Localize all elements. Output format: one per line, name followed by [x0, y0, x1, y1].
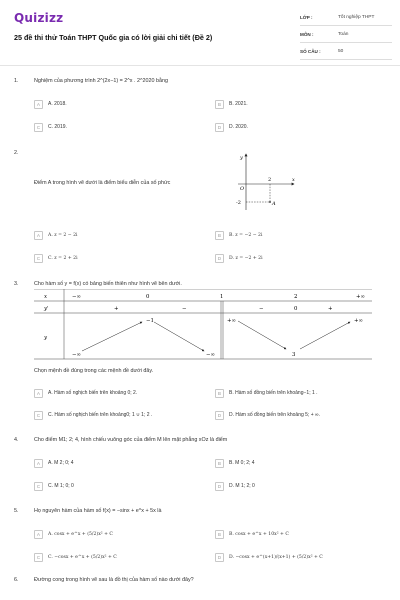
point-a-marker	[269, 201, 271, 203]
option-a[interactable]	[34, 458, 74, 468]
option-letter: A	[34, 389, 43, 398]
option-text: C. 2019.	[48, 124, 67, 130]
x-value: 0	[146, 294, 150, 300]
option-letter: A	[34, 459, 43, 468]
option-letter: C	[34, 482, 43, 491]
sign: 0	[294, 306, 298, 312]
option-text: B. Hàm số đồng biến trên khoảng−1; 1 .	[229, 390, 318, 396]
sign: +	[328, 306, 333, 312]
option-a[interactable]	[34, 529, 113, 539]
question-number: 1.	[14, 78, 19, 84]
meta-value: 50	[338, 49, 344, 54]
option-c[interactable]	[34, 122, 67, 132]
option-text: A. cosx + e^x + (5/2)x² + C	[48, 531, 113, 537]
option-letter: B	[215, 389, 224, 398]
question-3	[14, 281, 386, 426]
meta-info	[300, 12, 392, 63]
question-prompt: Chọn mệnh đề đúng trong các mệnh đề dưới đây.	[34, 368, 154, 374]
sign: +	[114, 306, 119, 312]
option-b[interactable]	[215, 388, 318, 398]
question-1	[14, 78, 386, 138]
decreasing-arrow	[238, 321, 286, 349]
option-letter: C	[34, 123, 43, 132]
question-2	[14, 150, 386, 270]
question-number: 5.	[14, 508, 19, 514]
question-number: 2.	[14, 150, 19, 156]
option-d[interactable]	[215, 122, 248, 132]
meta-value: Tốt nghiệp THPT	[338, 15, 375, 20]
question-text: Họ nguyên hàm của hàm số f(x) = −sinx + e^x + 5x là	[34, 508, 162, 514]
option-a[interactable]	[34, 230, 78, 240]
row-label-y: y	[44, 335, 48, 341]
meta-row-count	[300, 46, 392, 60]
option-c[interactable]	[34, 552, 117, 562]
option-text: D. M 1; 2; 0	[229, 483, 255, 489]
x-tick-label: 2	[268, 177, 272, 183]
x-value: 2	[294, 294, 298, 300]
option-text: D. −cosx + e^(x+1)/(x+1) + (5/2)x² + C	[229, 554, 323, 560]
option-text: C. z = 2 + 2i	[48, 255, 78, 261]
option-d[interactable]	[215, 552, 323, 562]
x-value: 1	[220, 294, 224, 300]
meta-label: MÔN :	[300, 32, 314, 37]
option-text: B. cosx + e^x + 10x² + C	[229, 531, 289, 537]
question-text: Nghiệm của phương trình 2^(2x−1) = 2^x . 2^2020 bằng	[34, 78, 169, 84]
y-value: +∞	[354, 318, 364, 324]
option-letter: D	[215, 553, 224, 562]
y-tick-label: -2	[236, 200, 241, 206]
question-4	[14, 437, 386, 497]
option-b[interactable]	[215, 99, 248, 109]
option-d[interactable]	[215, 253, 263, 263]
meta-row-class	[300, 12, 392, 26]
option-letter: B	[215, 231, 224, 240]
option-text: D. z = −2 + 2i	[229, 255, 263, 261]
increasing-arrow	[82, 322, 142, 351]
y-axis-label: y	[240, 155, 243, 161]
option-text: B. z = −2 − 2i	[229, 232, 263, 238]
question-number: 6.	[14, 577, 19, 583]
y-value: 3	[292, 352, 296, 358]
increasing-arrow	[300, 322, 350, 349]
option-letter: C	[34, 411, 43, 420]
y-value: −∞	[72, 352, 82, 358]
option-letter: D	[215, 482, 224, 491]
option-c[interactable]	[34, 410, 152, 420]
x-value: −∞	[72, 294, 82, 300]
document-header	[0, 0, 400, 66]
option-text: D. Hàm số đồng biến trên khoảng 5; + ∞.	[229, 412, 320, 418]
question-5	[14, 508, 386, 568]
option-d[interactable]	[215, 481, 255, 491]
sign: −	[182, 306, 187, 312]
option-letter: A	[34, 231, 43, 240]
option-text: A. Hàm số nghịch biến trên khoảng 0; 2.	[48, 390, 138, 396]
option-letter: C	[34, 254, 43, 263]
option-b[interactable]	[215, 529, 289, 539]
question-text: Đường cong trong hình vẽ sau là đồ thị của hàm số nào dưới đây?	[34, 577, 194, 583]
option-c[interactable]	[34, 253, 78, 263]
option-letter: B	[215, 459, 224, 468]
option-text: C. M 1; 0; 0	[48, 483, 74, 489]
y-value: −1	[146, 318, 154, 324]
question-text: Cho hàm số y = f(x) có bảng biến thiên như hình vẽ bên dưới.	[34, 281, 182, 287]
row-label-x: x	[44, 294, 48, 300]
x-axis-label: x	[292, 177, 295, 183]
option-b[interactable]	[215, 458, 255, 468]
option-text: A. 2018.	[48, 101, 67, 107]
meta-row-subject	[300, 29, 392, 43]
option-text: B. M 0; 2; 4	[229, 460, 255, 466]
option-b[interactable]	[215, 230, 262, 240]
option-d[interactable]	[215, 410, 320, 420]
meta-label: LỚP :	[300, 15, 313, 20]
y-value: −∞	[206, 352, 216, 358]
option-letter: B	[215, 530, 224, 539]
quizizz-logo: Quizizz	[14, 11, 64, 25]
complex-plane-figure	[224, 150, 304, 214]
question-6	[14, 577, 386, 591]
origin-label: O	[240, 186, 245, 192]
row-label-yp: y'	[44, 306, 49, 312]
point-a-label: A	[272, 201, 276, 207]
option-text: D. 2020.	[229, 124, 248, 130]
y-value: +∞	[227, 318, 237, 324]
option-c[interactable]	[34, 481, 74, 491]
x-value: +∞	[356, 294, 366, 300]
option-letter: D	[215, 254, 224, 263]
sign: −	[259, 306, 264, 312]
variation-table	[34, 289, 374, 361]
option-letter: A	[34, 530, 43, 539]
meta-label: SỐ CÂU :	[300, 49, 321, 54]
option-a[interactable]	[34, 99, 67, 109]
option-letter: B	[215, 100, 224, 109]
option-a[interactable]	[34, 388, 137, 398]
question-number: 3.	[14, 281, 19, 287]
question-text: Cho điểm M1; 2; 4, hình chiếu vuông góc của điểm M lên mặt phẳng xOz là điểm	[34, 437, 228, 443]
option-text: C. −cosx + e^x + (5/2)x² + C	[48, 554, 117, 560]
option-text: B. 2021.	[229, 101, 248, 107]
option-letter: A	[34, 100, 43, 109]
meta-value: Toán	[338, 32, 349, 37]
option-text: A. M 2; 0; 4	[48, 460, 74, 466]
option-text: C. Hàm số nghịch biến trên khoảng0; 1 ∪ 1; 2 .	[48, 412, 153, 418]
decreasing-arrow	[154, 322, 204, 351]
option-letter: C	[34, 553, 43, 562]
question-number: 4.	[14, 437, 19, 443]
document-title: 25 đề thi thử Toán THPT Quốc gia có lời giải chi tiết (Đề 2)	[14, 33, 213, 42]
option-letter: D	[215, 123, 224, 132]
question-text: Điểm A trong hình vẽ dưới là điểm biểu diễn của số phức	[34, 180, 171, 186]
option-letter: D	[215, 411, 224, 420]
option-text: A. z = 2 − 2i	[48, 232, 78, 238]
